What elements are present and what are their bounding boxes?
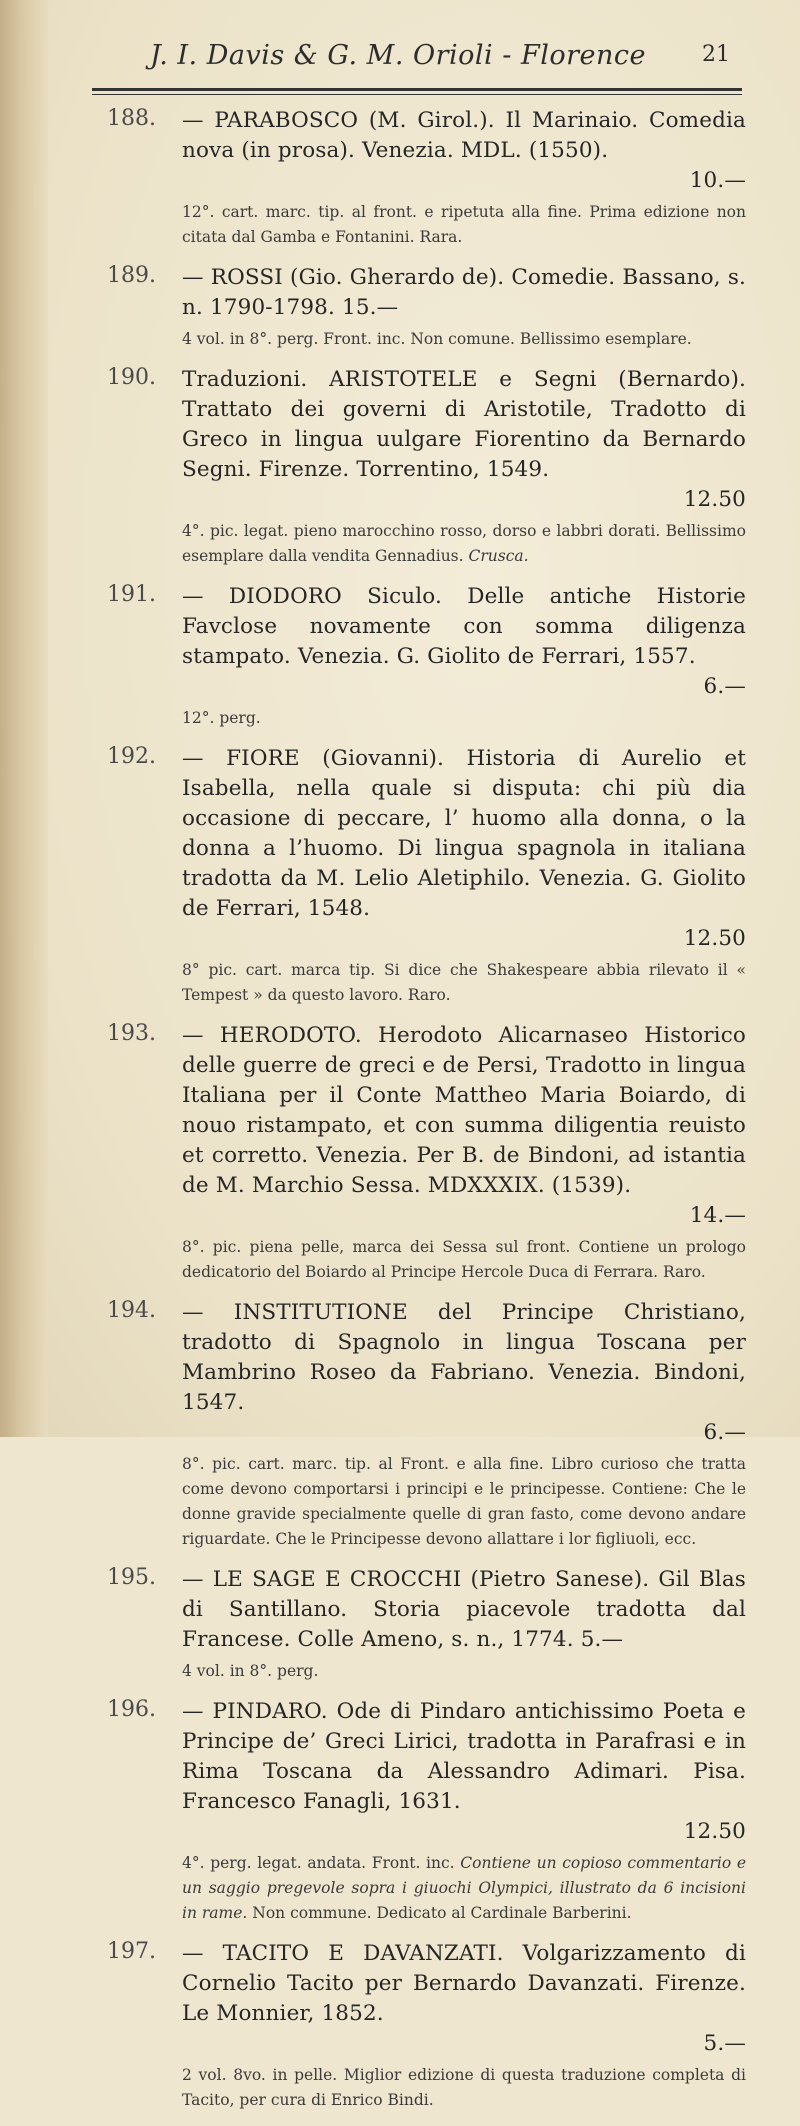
entry-number: 189. (107, 263, 156, 288)
catalogue-entry-191 (96, 582, 746, 731)
entry-price: 6.— (703, 1420, 746, 1445)
entry-price: 15.— (341, 295, 399, 320)
catalogue-entry-188 (96, 106, 746, 250)
entry-title (182, 1697, 746, 1847)
entry-title (182, 744, 746, 954)
entry-number: 193. (107, 1021, 156, 1046)
entry-title (182, 1021, 746, 1231)
entry-description: 8°. pic. cart. marc. tip. al Front. e alla fine. Libro curioso che tratta come devono comportarsi i principi e le principesse. Contiene: Che le donne gravide specialmente quelle di gran fasto, come devono andare riguardate. Che le Principesse devono allattare i lor figliuoli, ecc. (182, 1455, 746, 1548)
entry-title-text: — FIORE (Giovanni). Historia di Aurelio et Isabella, nella quale si disputa: chi più dia occasione di peccare, l’ huomo alla donna, o la donna a l’huomo. Di lingua spagnola in italiana tradotta da M. Lelio Aletiphilo. Venezia. G. Giolito de Ferrari, 1548. (182, 746, 746, 921)
entry-description (182, 519, 746, 569)
entry-number: 194. (107, 1298, 156, 1323)
entry-description (182, 1851, 746, 1926)
entry-title-text: — LE SAGE E CROCCHI (Pietro Sanese). Gil Blas di Santillano. Storia piacevole tradotta dal Francese. Colle Ameno, s. n., 1774. (182, 1567, 746, 1652)
catalogue-entry-196 (96, 1697, 746, 1926)
catalogue-entry-189 (96, 263, 746, 352)
header-rule-thin (92, 94, 742, 95)
entry-description: 8° pic. cart. marca tip. Si dice che Shakespeare abbia rilevato il « Tempest » da questo lavoro. Raro. (182, 961, 746, 1004)
entry-title (182, 582, 746, 702)
entry-title (182, 365, 746, 515)
catalogue-entry-190 (96, 365, 746, 569)
entry-description-italic: Contiene un copioso commentario e un saggio pregevole sopra i giuochi Olympici, illustrato da 6 incisioni in rame. (182, 1854, 746, 1922)
entry-price: 12.50 (683, 1819, 746, 1844)
entry-title-text: — ROSSI (Gio. Gherardo de). Comedie. Bassano, s. n. 1790-1798. (182, 265, 746, 320)
header-rule-thick (92, 88, 742, 91)
entry-description: 12°. cart. marc. tip. al front. e ripetuta alla fine. Prima edizione non citata dal Gamba e Fontanini. Rara. (182, 203, 746, 246)
entry-number: 192. (107, 744, 156, 769)
entry-number: 196. (107, 1697, 156, 1722)
entry-number: 190. (107, 365, 156, 390)
entry-description-end: Non commune. Dedicato al Cardinale Barberini. (252, 1904, 632, 1922)
entry-description: 12°. perg. (182, 709, 261, 727)
catalogue-entry-193 (96, 1021, 746, 1285)
entry-title (182, 1565, 746, 1655)
entry-description: 4 vol. in 8°. perg. (182, 1662, 319, 1680)
entry-title (182, 106, 746, 196)
entry-title (182, 1939, 746, 2059)
entry-title-text: — INSTITUTIONE del Principe Christiano, tradotto di Spagnolo in lingua Toscana per Mambrino Roseo da Fabriano. Venezia. Bindoni, 1547. (182, 1300, 746, 1415)
entry-price: 6.— (703, 674, 746, 699)
entry-number: 197. (107, 1939, 156, 1964)
catalogue-entry-194 (96, 1298, 746, 1552)
entry-price: 12.50 (683, 926, 746, 951)
entry-price: 5.— (580, 1627, 624, 1652)
entry-title-text: — DIODORO Siculo. Delle antiche Historie Favclose novamente con somma diligenza stampato. Venezia. G. Giolito de Ferrari, 1557. (182, 584, 746, 669)
entry-title-text: — TACITO E DAVANZATI. Volgarizzamento di Cornelio Tacito per Bernardo Davanzati. Firenze. Le Monnier, 1852. (182, 1941, 746, 2026)
entry-number: 195. (107, 1565, 156, 1590)
entry-price: 10.— (689, 168, 746, 193)
catalogue-entry-195 (96, 1565, 746, 1684)
entry-title-text: — PARABOSCO (M. Girol.). Il Marinaio. Comedia nova (in prosa). Venezia. MDL. (1550). (182, 108, 746, 163)
page-edge (0, 0, 48, 1437)
running-head: J. I. Davis & G. M. Orioli - Florence (150, 40, 646, 71)
entry-title (182, 263, 746, 323)
entry-price: 5.— (703, 2031, 746, 2056)
page-header (150, 40, 730, 80)
entry-number: 191. (107, 582, 156, 607)
entry-price: 12.50 (683, 487, 746, 512)
entry-title-text: — PINDARO. Ode di Pindaro antichissimo Poeta e Principe de’ Greci Lirici, tradotta in Parafrasi e in Rima Toscana da Alessandro Adimari. Pisa. Francesco Fanagli, 1631. (182, 1699, 746, 1814)
entry-description-main: 4°. pic. legat. pieno marocchino rosso, dorso e labbri dorati. Bellissimo esemplare dalla vendita Gennadius. (182, 522, 746, 565)
catalogue-entry-192 (96, 744, 746, 1008)
entry-number: 188. (107, 106, 156, 131)
catalogue-entries (96, 106, 746, 2126)
entry-title-text: Traduzioni. ARISTOTELE e Segni (Bernardo). Trattato dei governi di Aristotile, Tradotto di Greco in lingua uulgare Fiorentino da Bernardo Segni. Firenze. Torrentino, 1549. (182, 367, 746, 482)
entry-price: 14.— (689, 1203, 746, 1228)
entry-title-text: — HERODOTO. Herodoto Alicarnaseo Historico delle guerre de greci e de Persi, Tradotto in lingua Italiana per il Conte Mattheo Maria Boiardo, di nouo ristampato, et con summa diligentia reuisto et corretto. Venezia. Per B. de Bindoni, ad istantia de M. Marchio Sessa. MDXXXIX. (1539). (182, 1023, 746, 1198)
page-number: 21 (702, 42, 730, 67)
entry-description: 2 vol. 8vo. in pelle. Miglior edizione di questa traduzione completa di Tacito, per cura di Enrico Bindi. (182, 2066, 746, 2109)
entry-description-italic: Crusca. (468, 547, 529, 565)
entry-title (182, 1298, 746, 1448)
entry-description: 4 vol. in 8°. perg. Front. inc. Non comune. Bellissimo esemplare. (182, 330, 692, 348)
catalogue-entry-197 (96, 1939, 746, 2113)
entry-description: 8°. pic. piena pelle, marca dei Sessa sul front. Contiene un prologo dedicatorio del Boiardo al Principe Hercole Duca di Ferrara. Raro. (182, 1238, 746, 1281)
entry-description-start: 4°. perg. legat. andata. Front. inc. (182, 1854, 455, 1872)
